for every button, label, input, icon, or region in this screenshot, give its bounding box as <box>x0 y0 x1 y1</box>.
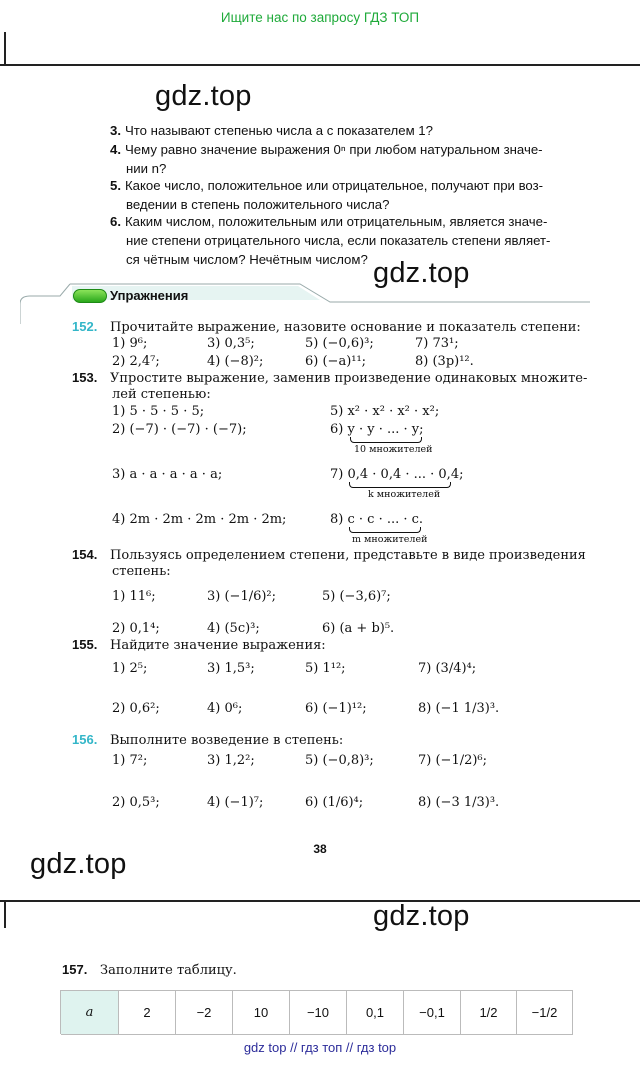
watermark: gdz.top <box>373 900 470 932</box>
table-cell: −10 <box>290 991 347 1035</box>
exercise-156-items: 1) 7²; 3) 1,2²; 5) (−0,8)³; 7) (−1/2)⁶; 2) 0,5³; 4) (−1)⁷; 6) (1/6)⁴; 8) (−3 1/3)³. <box>112 753 500 810</box>
page-break-rule <box>0 900 640 902</box>
question-3: 3. Что называют степенью числа a с показателем 1? <box>110 123 433 138</box>
table-cell: −1/2 <box>517 991 573 1035</box>
exercise-153: 153. Упростите выражение, заменив произведение одинаковых множите- <box>72 370 588 386</box>
underbrace-label: m множителей <box>352 534 428 545</box>
exercise-155-items: 1) 2⁵; 3) 1,5³; 5) 1¹²; 7) (3/4)⁴; 2) 0,6²; 4) 0⁶; 6) (−1)¹²; 8) (−1 1/3)³. <box>112 661 500 716</box>
page-top-rule <box>0 64 640 66</box>
table-cell: 1/2 <box>461 991 517 1035</box>
watermark: gdz.top <box>30 848 127 880</box>
page-number: 38 <box>313 842 327 856</box>
exercise-154: 154. Пользуясь определением степени, представьте в виде произведения <box>72 547 586 563</box>
exercise-156: 156. Выполните возведение в степень: <box>72 732 344 748</box>
underbrace <box>350 437 422 443</box>
exercises-pill-icon <box>73 289 107 303</box>
table-cell: 2 <box>119 991 176 1035</box>
left-rule <box>4 902 6 928</box>
fill-table <box>60 990 573 1034</box>
question-5: 5. Какое число, положительное или отрицательное, получают при воз- ведении в степень положительного числа? <box>110 178 544 212</box>
exercise-155: 155. Найдите значение выражения: <box>72 637 326 653</box>
table-head-cell: a <box>61 991 119 1035</box>
table-cell: −2 <box>176 991 233 1035</box>
exercise-152-items: 1) 9⁶; 3) 0,3⁵; 5) (−0,6)³; 7) 73¹; 2) 2,4⁷; 4) (−8)²; 6) (−a)¹¹; 8) (3p)¹². <box>112 336 474 369</box>
top-banner: Ищите нас по запросу ГДЗ ТОП <box>220 10 420 25</box>
watermark: gdz.top <box>155 80 252 112</box>
table-cell: 0,1 <box>347 991 404 1035</box>
underbrace-label: k множителей <box>368 489 441 500</box>
underbrace-label: 10 множителей <box>354 444 433 455</box>
watermark: gdz.top <box>373 257 470 289</box>
underbrace <box>349 527 421 533</box>
exercise-153-items: 1) 5 · 5 · 5 · 5; 5) x² · x² · x² · x²; 2) (−7) · (−7) · (−7); 6) y · y · ... · y; 3) a · a · a · a · a; 7) 0,4 · 0,4 · ... · 0,4; 4) 2m · 2m · 2m · 2m · 2m; 8) c · c · ... · c. <box>112 404 464 527</box>
bottom-links[interactable]: gdz top // гдз топ // гдз top <box>243 1040 397 1055</box>
exercise-154-items: 1) 11⁶; 3) (−1/6)²; 5) (−3,6)⁷; 2) 0,1⁴; 4) (5c)³; 6) (a + b)⁵. <box>112 589 395 636</box>
exercise-157: 157. Заполните таблицу. <box>62 962 237 978</box>
question-6: 6. Каким числом, положительным или отрицательным, является значе- ние степени отрицательного числа, если показатель степени являет- ся чётным числом? Нечётным числом? <box>110 214 551 267</box>
exercise-152: 152. Прочитайте выражение, назовите основание и показатель степени: <box>72 319 581 335</box>
table-cell: −0,1 <box>404 991 461 1035</box>
table-cell: 10 <box>233 991 290 1035</box>
underbrace <box>349 482 451 488</box>
exercise-154-line2: степень: <box>112 564 171 579</box>
left-rule <box>4 32 6 64</box>
exercise-153-line2: лей степенью: <box>112 387 211 402</box>
question-4: 4. Чему равно значение выражения 0ⁿ при любом натуральном значе- нии n? <box>110 142 543 176</box>
exercises-title: Упражнения <box>110 288 189 303</box>
